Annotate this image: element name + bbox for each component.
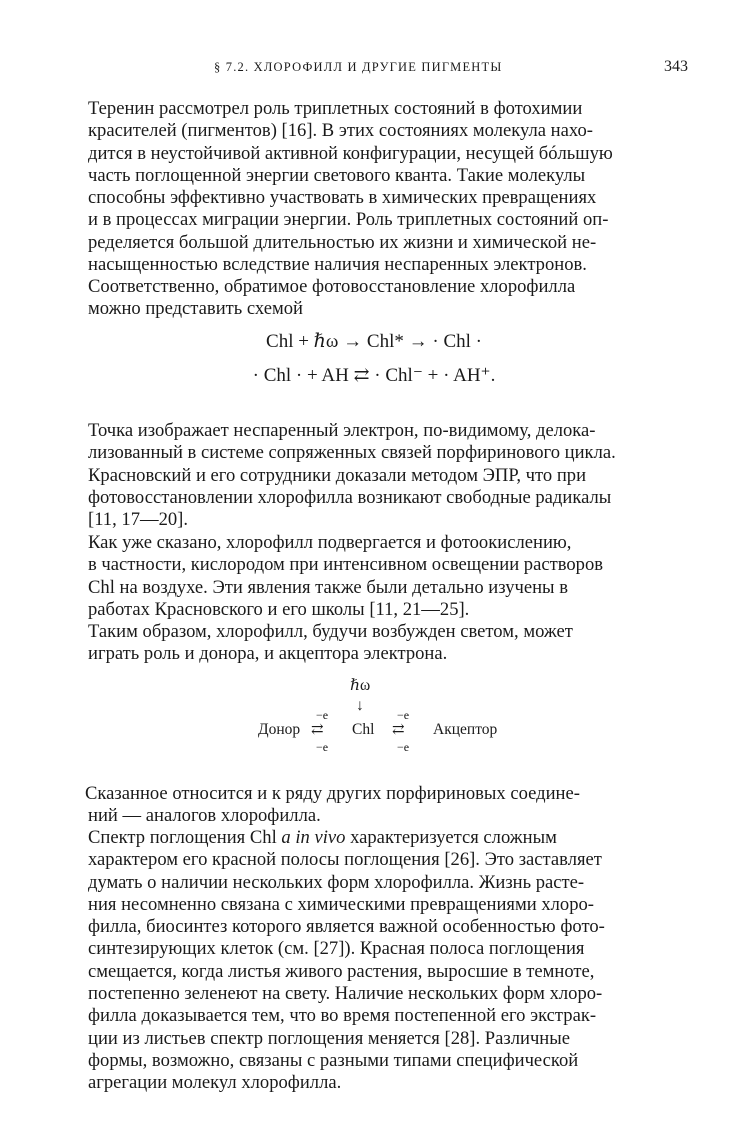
text-line: лизованный в системе сопряженных связей порфиринового цикла. xyxy=(88,442,616,464)
donor-label: Донор xyxy=(258,721,301,738)
text-line: Точка изображает неспаренный электрон, по-видимому, делока- xyxy=(88,420,596,441)
text-line: филла доказывается тем, что во время постепенной его экстрак- xyxy=(88,1005,597,1027)
paragraph-1 xyxy=(88,98,692,276)
acceptor-label: Акцептор xyxy=(433,721,498,738)
text-line: постепенно зеленеют на свету. Наличие нескольких форм хлоро- xyxy=(88,983,603,1005)
text-line: характером его красной полосы поглощения [26]. Это заставляет xyxy=(88,849,602,871)
text-line: можно представить схемой xyxy=(88,298,304,320)
minus-e-bottom-right: −e xyxy=(397,740,410,754)
text-line: Chl на воздухе. Эти явления также были детально изучены в xyxy=(88,576,568,598)
text-line: Сказанное относится и к ряду других порфириновых соедине- xyxy=(85,783,580,804)
page-header xyxy=(0,58,748,82)
text-line: ния несомненно связана с химическими превращениями хлоро- xyxy=(88,893,594,915)
text-line: в частности, кислородом при интенсивном освещении растворов xyxy=(88,554,604,576)
text-line: способны эффективно участвовать в химических превращениях xyxy=(88,187,597,209)
text-line xyxy=(88,827,692,849)
text-line: Таким образом, хлорофилл, будучи возбужден светом, может xyxy=(88,621,573,642)
text-line: Красновский и его сотрудники доказали методом ЭПР, что при xyxy=(88,464,587,486)
text-line: агрегации молекул хлорофилла. xyxy=(88,1072,342,1094)
text-line: фотовосстановлении хлорофилла возникают свободные радикалы xyxy=(88,486,612,508)
text-line: филла, биосинтез которого является важной особенностью фото- xyxy=(88,916,605,938)
text-line: думать о наличии нескольких форм хлорофилла. Жизнь расте- xyxy=(88,871,585,893)
text-line: насыщенностью вследствие наличия неспаренных электронов. xyxy=(88,254,587,276)
text-line: ции из листьев спектр поглощения меняется [28]. Различные xyxy=(88,1027,571,1049)
text-line: Как уже сказано, хлорофилл подвергается и фотоокислению, xyxy=(88,532,572,553)
text-line: формы, возможно, связаны с разными типами специфической xyxy=(88,1049,579,1071)
equilibrium-arrow-left-icon: ⇄ xyxy=(311,722,324,738)
text-line: смещается, когда листья живого растения, выросшие в темноте, xyxy=(88,960,595,982)
text-line: Теренин рассмотрел роль триплетных состояний в фотохимии xyxy=(88,98,583,119)
text-span: характеризуется сложным xyxy=(345,827,557,848)
paragraph-7 xyxy=(88,827,692,1095)
chl-label: Chl xyxy=(352,721,375,738)
minus-e-top-right: −e xyxy=(397,708,410,722)
paragraph-6 xyxy=(85,783,692,828)
paragraph-3 xyxy=(88,420,692,531)
text-line: [11, 17—20]. xyxy=(88,509,189,531)
formula-line-1: Chl + ℏω → Chl* → · Chl · xyxy=(266,331,482,352)
running-head: § 7.2. ХЛОРОФИЛЛ И ДРУГИЕ ПИГМЕНТЫ xyxy=(214,60,503,74)
text-line: играть роль и донора, и акцептора электрона. xyxy=(88,643,448,665)
equilibrium-arrow-right-icon: ⇄ xyxy=(392,722,405,738)
text-line: красителей (пигментов) [16]. В этих состояниях молекула нахо- xyxy=(88,120,593,142)
italic-a: a xyxy=(281,827,291,848)
text-line: дится в неустойчивой активной конфигурации, несущей бóльшую xyxy=(88,142,613,164)
text-line: работах Красновского и его школы [11, 21—25]. xyxy=(88,598,470,620)
down-arrow-icon: ↓ xyxy=(356,697,364,714)
text-line: и в процессах миграции энергии. Роль триплетных состояний оп- xyxy=(88,209,609,231)
minus-e-top-left: −e xyxy=(316,708,329,722)
paragraph-5 xyxy=(88,621,692,666)
text-span: Спектр поглощения Chl xyxy=(88,827,282,848)
text-line: ний — аналогов хлорофилла. xyxy=(88,805,321,827)
text-line: синтезирующих клеток (см. [27]). Красная полоса поглощения xyxy=(88,938,585,960)
paragraph-2 xyxy=(88,276,692,321)
page-number: 343 xyxy=(664,58,688,75)
text-line: часть поглощенной энергии светового кванта. Такие молекулы xyxy=(88,164,586,186)
italic-in-vivo: in vivo xyxy=(295,827,346,848)
text-line: Соответственно, обратимое фотовосстановление хлорофилла xyxy=(88,276,576,297)
formula-line-2: · Chl · + AH ⇄ · Chl⁻ + · AH⁺. xyxy=(252,365,496,386)
text-line: ределяется большой длительностью их жизни и химической не- xyxy=(88,231,597,253)
minus-e-bottom-left: −e xyxy=(316,740,329,754)
hw-label: ℏω xyxy=(350,677,371,694)
paragraph-4 xyxy=(88,532,692,621)
